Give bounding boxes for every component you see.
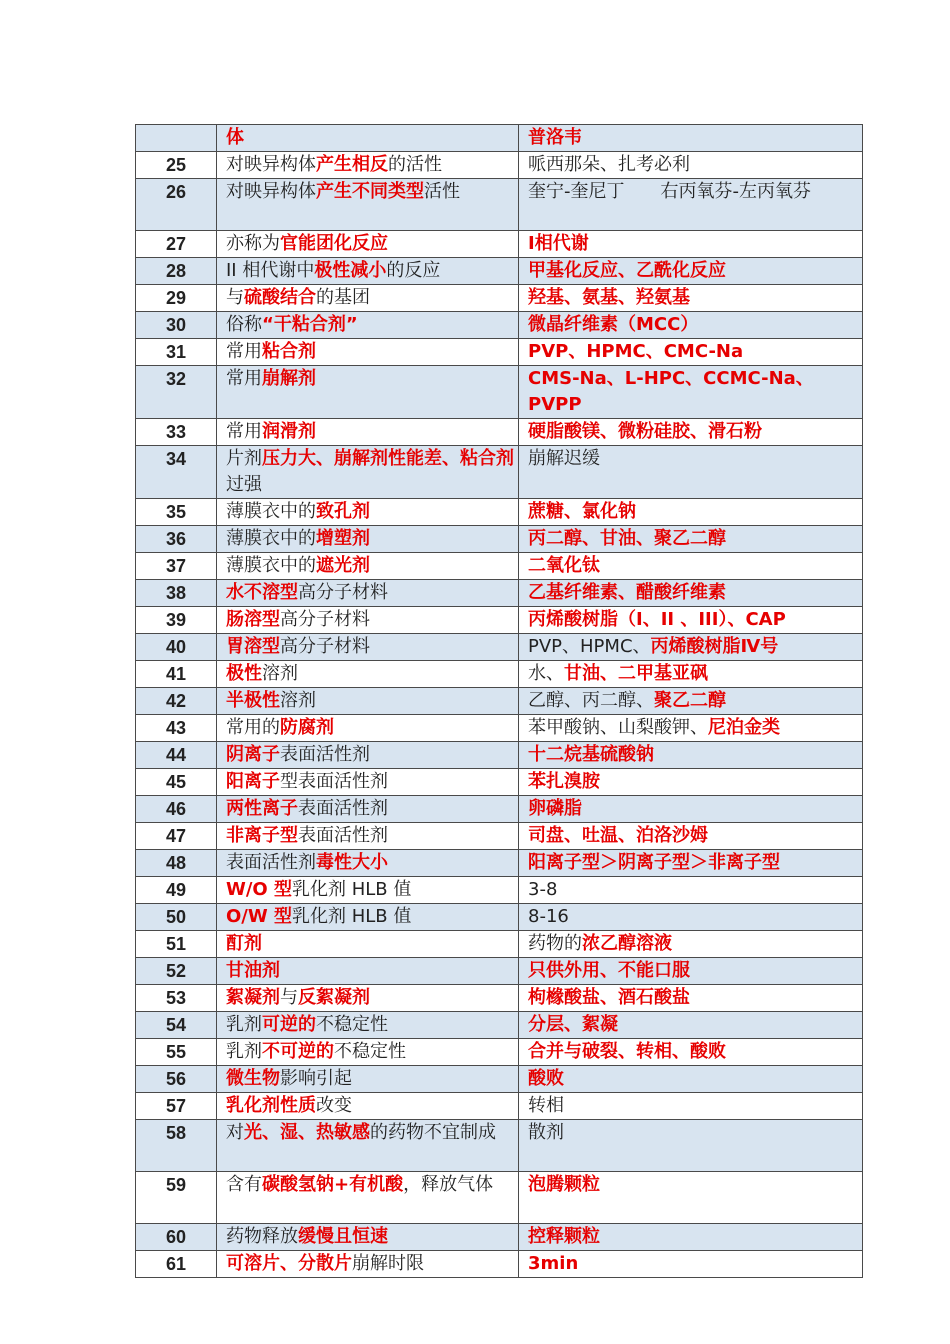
highlighted-text: CMS-Na、L-HPC、CCMC-Na、PVPP bbox=[528, 368, 814, 415]
plain-text: 改变 bbox=[316, 1095, 352, 1116]
table-row bbox=[136, 877, 863, 904]
row-number: 57 bbox=[136, 1093, 217, 1120]
term-cell bbox=[217, 312, 519, 339]
plain-text: 片剂 bbox=[226, 448, 262, 469]
term-cell bbox=[217, 1012, 519, 1039]
highlighted-text: 毒性大小 bbox=[316, 852, 388, 873]
row-number: 33 bbox=[136, 419, 217, 446]
row-number: 53 bbox=[136, 985, 217, 1012]
plain-text: 的反应 bbox=[386, 260, 441, 281]
row-number: 34 bbox=[136, 446, 217, 499]
highlighted-text: 聚乙二醇 bbox=[654, 690, 726, 711]
plain-text: PVP、HPMC、 bbox=[528, 636, 651, 657]
answer-cell bbox=[519, 661, 863, 688]
table-row bbox=[136, 1120, 863, 1172]
highlighted-text: 尼泊金类 bbox=[708, 717, 780, 738]
highlighted-text: 肠溶型 bbox=[226, 609, 280, 630]
plain-text: 对 bbox=[226, 1122, 244, 1143]
highlighted-text: 乙基纤维素、醋酸纤维素 bbox=[528, 582, 726, 603]
highlighted-text: 丙烯酸树脂Ⅳ号 bbox=[650, 636, 779, 657]
row-number: 26 bbox=[136, 179, 217, 231]
plain-text: 表面活性剂 bbox=[280, 744, 370, 765]
plain-text: 表面活性剂 bbox=[298, 825, 388, 846]
row-number: 30 bbox=[136, 312, 217, 339]
plain-text: 8-16 bbox=[528, 906, 569, 927]
answer-cell bbox=[519, 258, 863, 285]
row-number: 31 bbox=[136, 339, 217, 366]
row-number: 25 bbox=[136, 152, 217, 179]
highlighted-text: 甘油剂 bbox=[226, 960, 280, 981]
highlighted-text: 合并与破裂、转相、酸败 bbox=[528, 1041, 726, 1062]
highlighted-text: 丙二醇、甘油、聚乙二醇 bbox=[528, 528, 726, 549]
answer-cell bbox=[519, 1066, 863, 1093]
row-number: 29 bbox=[136, 285, 217, 312]
row-number: 28 bbox=[136, 258, 217, 285]
term-cell bbox=[217, 1066, 519, 1093]
term-cell bbox=[217, 526, 519, 553]
plain-text: 崩解时限 bbox=[352, 1253, 424, 1274]
plain-text: 表面活性剂 bbox=[226, 852, 316, 873]
highlighted-text: 酸败 bbox=[528, 1068, 564, 1089]
highlighted-text: 粘合剂 bbox=[262, 341, 316, 362]
table-row bbox=[136, 231, 863, 258]
row-number: 45 bbox=[136, 769, 217, 796]
term-cell bbox=[217, 688, 519, 715]
table-row bbox=[136, 1251, 863, 1278]
highlighted-text: 只供外用、不能口服 bbox=[528, 960, 690, 981]
term-cell bbox=[217, 958, 519, 985]
highlighted-text: 控释颗粒 bbox=[528, 1226, 600, 1247]
highlighted-text: 硫酸结合 bbox=[244, 287, 316, 308]
row-number: 41 bbox=[136, 661, 217, 688]
plain-text: 乳化剂 HLB 值 bbox=[292, 879, 412, 900]
highlighted-text: 丙烯酸树脂（Ⅰ、II 、III）、CAP bbox=[528, 609, 786, 630]
term-cell bbox=[217, 1251, 519, 1278]
row-number: 38 bbox=[136, 580, 217, 607]
plain-text: 俗称 bbox=[226, 314, 262, 335]
table-row bbox=[136, 661, 863, 688]
row-number: 52 bbox=[136, 958, 217, 985]
term-cell bbox=[217, 607, 519, 634]
table-row bbox=[136, 285, 863, 312]
answer-cell bbox=[519, 634, 863, 661]
table-row bbox=[136, 419, 863, 446]
table-row bbox=[136, 152, 863, 179]
highlighted-text: 普洛韦 bbox=[528, 127, 582, 148]
answer-cell bbox=[519, 339, 863, 366]
answer-cell bbox=[519, 715, 863, 742]
plain-text: 含有 bbox=[226, 1174, 262, 1195]
row-number: 47 bbox=[136, 823, 217, 850]
table-row bbox=[136, 850, 863, 877]
row-number: 61 bbox=[136, 1251, 217, 1278]
term-cell bbox=[217, 742, 519, 769]
answer-cell bbox=[519, 125, 863, 152]
answer-cell bbox=[519, 285, 863, 312]
row-number: 42 bbox=[136, 688, 217, 715]
plain-text: 的活性 bbox=[388, 154, 442, 175]
highlighted-text: 产生相反 bbox=[316, 154, 388, 175]
plain-text: 散剂 bbox=[528, 1122, 564, 1143]
highlighted-text: 极性 bbox=[226, 663, 262, 684]
term-cell bbox=[217, 499, 519, 526]
highlighted-text: 分层、絮凝 bbox=[528, 1014, 618, 1035]
table-row bbox=[136, 125, 863, 152]
plain-text: 3-8 bbox=[528, 879, 558, 900]
row-number: 37 bbox=[136, 553, 217, 580]
table-row bbox=[136, 1093, 863, 1120]
plain-text: 溶剂 bbox=[280, 690, 316, 711]
term-cell bbox=[217, 634, 519, 661]
table-row bbox=[136, 339, 863, 366]
plain-text: 乳化剂 HLB 值 bbox=[292, 906, 412, 927]
table-row bbox=[136, 580, 863, 607]
row-number: 32 bbox=[136, 366, 217, 419]
plain-text: 表面活性剂 bbox=[298, 798, 388, 819]
row-number: 51 bbox=[136, 931, 217, 958]
highlighted-text: 崩解剂 bbox=[262, 368, 316, 389]
plain-text: 溶剂 bbox=[262, 663, 298, 684]
highlighted-text: 可溶片、分散片 bbox=[226, 1253, 352, 1274]
plain-text: 转相 bbox=[528, 1095, 564, 1116]
highlighted-text: 官能团化反应 bbox=[280, 233, 388, 254]
highlighted-text: 致孔剂 bbox=[316, 501, 370, 522]
highlighted-text: 微晶纤维素（MCC） bbox=[528, 314, 699, 335]
highlighted-text: 胃溶型 bbox=[226, 636, 280, 657]
row-number: 55 bbox=[136, 1039, 217, 1066]
highlighted-text: 遮光剂 bbox=[316, 555, 370, 576]
term-cell bbox=[217, 580, 519, 607]
term-cell bbox=[217, 258, 519, 285]
plain-text: 高分子材料 bbox=[298, 582, 388, 603]
plain-text: 乙醇、丙二醇、 bbox=[528, 690, 654, 711]
highlighted-text: 压力大、崩解剂性能差、粘合剂 bbox=[262, 448, 514, 469]
table-row bbox=[136, 1066, 863, 1093]
term-cell bbox=[217, 179, 519, 231]
term-cell bbox=[217, 931, 519, 958]
table-row bbox=[136, 1012, 863, 1039]
plain-text: 薄膜衣中的 bbox=[226, 555, 316, 576]
answer-cell bbox=[519, 931, 863, 958]
plain-text: 对映异构体 bbox=[226, 181, 316, 202]
answer-cell bbox=[519, 231, 863, 258]
table-row bbox=[136, 526, 863, 553]
term-cell bbox=[217, 231, 519, 258]
table-row bbox=[136, 1039, 863, 1066]
highlighted-text: 可逆的 bbox=[262, 1014, 316, 1035]
answer-cell bbox=[519, 904, 863, 931]
highlighted-text: 絮凝剂 bbox=[226, 987, 280, 1008]
answer-cell bbox=[519, 985, 863, 1012]
row-number: 60 bbox=[136, 1224, 217, 1251]
row-number: 59 bbox=[136, 1172, 217, 1224]
answer-cell bbox=[519, 1039, 863, 1066]
table-row bbox=[136, 715, 863, 742]
highlighted-text: 甘油、二甲基亚砜 bbox=[564, 663, 708, 684]
highlighted-text: 阳离子型＞阴离子型＞非离子型 bbox=[528, 852, 780, 873]
term-cell bbox=[217, 1120, 519, 1172]
answer-cell bbox=[519, 769, 863, 796]
highlighted-text: 防腐剂 bbox=[280, 717, 334, 738]
highlighted-text: “干粘合剂” bbox=[262, 314, 358, 335]
answer-cell bbox=[519, 1251, 863, 1278]
table-row bbox=[136, 553, 863, 580]
table-row bbox=[136, 607, 863, 634]
table-row bbox=[136, 931, 863, 958]
table-row bbox=[136, 742, 863, 769]
answer-cell bbox=[519, 446, 863, 499]
answer-cell bbox=[519, 553, 863, 580]
highlighted-text: 碳酸氢钠+有机酸 bbox=[262, 1174, 404, 1195]
plain-text: 不稳定性 bbox=[316, 1014, 388, 1035]
plain-text: 的基团 bbox=[316, 287, 370, 308]
highlighted-text: 蔗糖、氯化钠 bbox=[528, 501, 636, 522]
table-row bbox=[136, 958, 863, 985]
term-cell bbox=[217, 1224, 519, 1251]
row-number: 56 bbox=[136, 1066, 217, 1093]
answer-cell bbox=[519, 742, 863, 769]
highlighted-text: 泡腾颗粒 bbox=[528, 1174, 600, 1195]
row-number: 49 bbox=[136, 877, 217, 904]
highlighted-text: 羟基、氨基、羟氨基 bbox=[528, 287, 690, 308]
row-number: 46 bbox=[136, 796, 217, 823]
answer-cell bbox=[519, 823, 863, 850]
highlighted-text: 极性减小 bbox=[314, 260, 387, 281]
highlighted-text: O/W 型 bbox=[226, 906, 292, 927]
term-cell bbox=[217, 285, 519, 312]
highlighted-text: 润滑剂 bbox=[262, 421, 316, 442]
highlighted-text: 产生不同类型 bbox=[316, 181, 424, 202]
highlighted-text: 反絮凝剂 bbox=[298, 987, 370, 1008]
highlighted-text: 微生物 bbox=[226, 1068, 280, 1089]
term-cell bbox=[217, 339, 519, 366]
term-cell bbox=[217, 823, 519, 850]
term-cell bbox=[217, 1039, 519, 1066]
term-cell bbox=[217, 125, 519, 152]
drug-terms-table bbox=[135, 124, 863, 1278]
table-row bbox=[136, 688, 863, 715]
plain-text: 影响引起 bbox=[280, 1068, 352, 1089]
answer-cell bbox=[519, 850, 863, 877]
plain-text: 乳剂 bbox=[226, 1041, 262, 1062]
row-number: 40 bbox=[136, 634, 217, 661]
answer-cell bbox=[519, 1012, 863, 1039]
highlighted-text: 苯扎溴胺 bbox=[528, 771, 600, 792]
table-row bbox=[136, 499, 863, 526]
plain-text: 常用 bbox=[226, 421, 262, 442]
plain-text: 高分子材料 bbox=[280, 609, 370, 630]
highlighted-text: 不可逆的 bbox=[262, 1041, 334, 1062]
plain-text: 药物的 bbox=[528, 933, 582, 954]
row-number: 58 bbox=[136, 1120, 217, 1172]
highlighted-text: 3min bbox=[528, 1253, 579, 1274]
answer-cell bbox=[519, 526, 863, 553]
row-number: 36 bbox=[136, 526, 217, 553]
table-row bbox=[136, 1224, 863, 1251]
row-number: 35 bbox=[136, 499, 217, 526]
highlighted-text: 甲基化反应、乙酰化反应 bbox=[528, 260, 726, 281]
highlighted-text: 增塑剂 bbox=[316, 528, 370, 549]
table-row bbox=[136, 312, 863, 339]
row-number: 44 bbox=[136, 742, 217, 769]
highlighted-text: 枸橼酸盐、酒石酸盐 bbox=[528, 987, 690, 1008]
row-number: 50 bbox=[136, 904, 217, 931]
plain-text: 常用 bbox=[226, 368, 262, 389]
row-number: 48 bbox=[136, 850, 217, 877]
plain-text: 的药物不宜制成 bbox=[370, 1122, 496, 1143]
table-row bbox=[136, 366, 863, 419]
answer-cell bbox=[519, 419, 863, 446]
highlighted-text: 水不溶型 bbox=[226, 582, 298, 603]
highlighted-text: 阴离子 bbox=[226, 744, 280, 765]
highlighted-text: 浓乙醇溶液 bbox=[582, 933, 672, 954]
term-cell bbox=[217, 850, 519, 877]
highlighted-text: 半极性 bbox=[226, 690, 280, 711]
answer-cell bbox=[519, 179, 863, 231]
highlighted-text: 乳化剂性质 bbox=[226, 1095, 316, 1116]
highlighted-text: 十二烷基硫酸钠 bbox=[528, 744, 654, 765]
plain-text: ，释放气体 bbox=[403, 1174, 494, 1195]
answer-cell bbox=[519, 607, 863, 634]
term-cell bbox=[217, 715, 519, 742]
plain-text: 亦称为 bbox=[226, 233, 280, 254]
term-cell bbox=[217, 1093, 519, 1120]
row-number: 39 bbox=[136, 607, 217, 634]
answer-cell bbox=[519, 958, 863, 985]
row-number: 27 bbox=[136, 231, 217, 258]
row-number: 54 bbox=[136, 1012, 217, 1039]
plain-text: 崩解迟缓 bbox=[528, 448, 600, 469]
term-cell bbox=[217, 904, 519, 931]
highlighted-text: Ⅰ相代谢 bbox=[528, 233, 589, 254]
row-number: 43 bbox=[136, 715, 217, 742]
table-row bbox=[136, 904, 863, 931]
highlighted-text: 酊剂 bbox=[226, 933, 262, 954]
term-cell bbox=[217, 661, 519, 688]
answer-cell bbox=[519, 1120, 863, 1172]
plain-text: 乳剂 bbox=[226, 1014, 262, 1035]
table-row bbox=[136, 796, 863, 823]
highlighted-text: 卵磷脂 bbox=[528, 798, 582, 819]
plain-text: 薄膜衣中的 bbox=[226, 501, 316, 522]
plain-text: 高分子材料 bbox=[280, 636, 370, 657]
table-row bbox=[136, 258, 863, 285]
highlighted-text: 二氧化钛 bbox=[528, 555, 600, 576]
table-row bbox=[136, 179, 863, 231]
answer-cell bbox=[519, 877, 863, 904]
term-cell bbox=[217, 985, 519, 1012]
table-row bbox=[136, 769, 863, 796]
highlighted-text: 阳离子 bbox=[226, 771, 280, 792]
answer-cell bbox=[519, 1172, 863, 1224]
term-cell bbox=[217, 446, 519, 499]
answer-cell bbox=[519, 1224, 863, 1251]
plain-text: 不稳定性 bbox=[334, 1041, 406, 1062]
plain-text: 对映异构体 bbox=[226, 154, 316, 175]
answer-cell bbox=[519, 1093, 863, 1120]
highlighted-text: PVP、HPMC、CMC-Na bbox=[528, 341, 744, 362]
plain-text: 薄膜衣中的 bbox=[226, 528, 316, 549]
plain-text: 与 bbox=[280, 987, 298, 1008]
term-cell bbox=[217, 366, 519, 419]
highlighted-text: 非离子型 bbox=[226, 825, 298, 846]
term-cell bbox=[217, 419, 519, 446]
answer-cell bbox=[519, 688, 863, 715]
term-cell bbox=[217, 553, 519, 580]
highlighted-text: 缓慢且恒速 bbox=[298, 1226, 388, 1247]
highlighted-text: 硬脂酸镁、微粉硅胶、滑石粉 bbox=[528, 421, 762, 442]
plain-text: 常用 bbox=[226, 341, 262, 362]
answer-cell bbox=[519, 152, 863, 179]
term-cell bbox=[217, 769, 519, 796]
answer-cell bbox=[519, 580, 863, 607]
plain-text: 活性 bbox=[424, 181, 460, 202]
answer-cell bbox=[519, 499, 863, 526]
plain-text: 药物释放 bbox=[226, 1226, 298, 1247]
plain-text: 奎宁-奎尼丁 右丙氧芬-左丙氧芬 bbox=[528, 181, 811, 202]
highlighted-text: 司盘、吐温、泊洛沙姆 bbox=[528, 825, 708, 846]
plain-text: 常用的 bbox=[226, 717, 280, 738]
highlighted-text: 体 bbox=[226, 127, 244, 148]
table-row bbox=[136, 985, 863, 1012]
term-cell bbox=[217, 877, 519, 904]
answer-cell bbox=[519, 312, 863, 339]
plain-text: 型表面活性剂 bbox=[280, 771, 388, 792]
highlighted-text: 光、湿、热敏感 bbox=[244, 1122, 370, 1143]
highlighted-text: W/O 型 bbox=[226, 879, 292, 900]
plain-text: 哌西那朵、扎考必利 bbox=[528, 154, 690, 175]
table-row bbox=[136, 634, 863, 661]
table-row bbox=[136, 446, 863, 499]
highlighted-text: 两性离子 bbox=[226, 798, 298, 819]
plain-text: 与 bbox=[226, 287, 244, 308]
plain-text: 水、 bbox=[528, 663, 564, 684]
row-number bbox=[136, 125, 217, 152]
answer-cell bbox=[519, 796, 863, 823]
plain-text: 苯甲酸钠、山梨酸钾、 bbox=[528, 717, 708, 738]
term-cell bbox=[217, 796, 519, 823]
term-cell bbox=[217, 1172, 519, 1224]
term-cell bbox=[217, 152, 519, 179]
answer-cell bbox=[519, 366, 863, 419]
plain-text: II 相代谢中 bbox=[226, 260, 315, 281]
table-row bbox=[136, 823, 863, 850]
table-row bbox=[136, 1172, 863, 1224]
plain-text: 过强 bbox=[226, 474, 262, 495]
table-body bbox=[136, 125, 863, 1278]
